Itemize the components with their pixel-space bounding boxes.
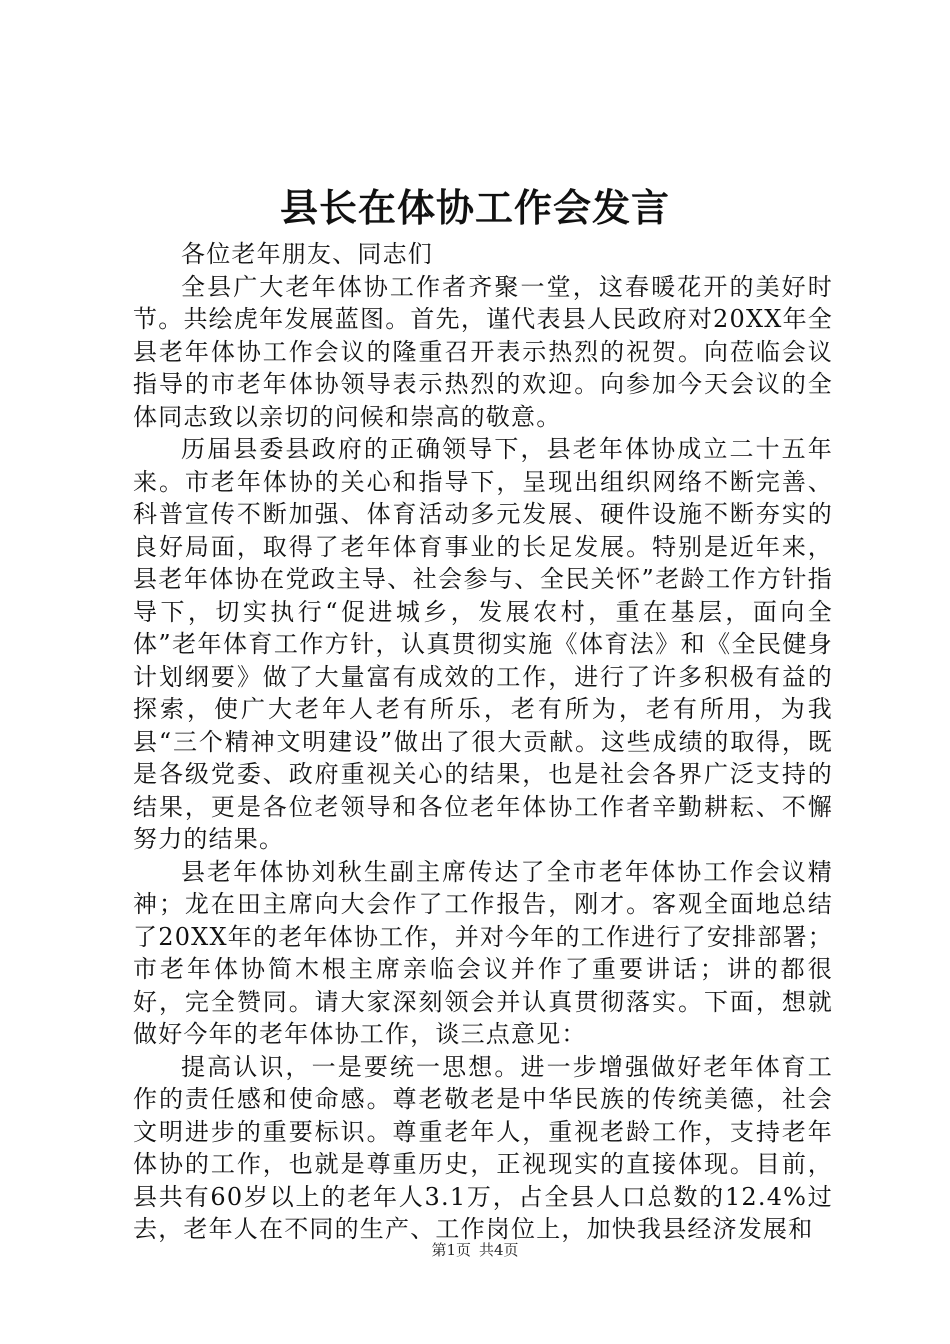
document-body (133, 238, 833, 1246)
document-title: 县长在体协工作会发言 (279, 185, 670, 230)
page-footer (0, 1240, 950, 1260)
body-paragraph: 县老年体协刘秋生副主席传达了全市老年体协工作会议精神；龙在田主席向大会作了工作报告，刚才。客观全面地总结了20XX年的老年体协工作，并对今年的工作进行了安排部署；市老年体协简木根主席亲临会议并作了重要讲话；讲的都很好，完全赞同。请大家深刻领会并认真贯彻落实。下面，想就做好今年的老年体协工作，谈三点意见： (133, 857, 833, 1048)
page-total: 共4页 (479, 1241, 519, 1259)
greeting-paragraph: 各位老年朋友、同志们 (181, 240, 433, 268)
page-number: 第1页 (431, 1241, 471, 1259)
body-paragraph: 提高认识，一是要统一思想。进一步增强做好老年体育工作的责任感和使命感。尊老敬老是中华民族的传统美德，社会文明进步的重要标识。尊重老年人，重视老龄工作，支持老年体协的工作，也就是尊重历史，正视现实的直接体现。目前，县共有60岁以上的老年人3.1万，占全县人口总数的12.4%过去，老年人在不同的生产、工作岗位上，加快我县经济发展和 (133, 1052, 833, 1243)
body-paragraph: 历届县委县政府的正确领导下，县老年体协成立二十五年来。市老年体协的关心和指导下，呈现出组织网络不断完善、科普宣传不断加强、体育活动多元发展、硬件设施不断夯实的良好局面，取得了老年体育事业的长足发展。特别是近年来，县老年体协在党政主导、社会参与、全民关怀”老龄工作方针指导下，切实执行“促进城乡，发展农村，重在基层，面向全体”老年体育工作方针，认真贯彻实施《体育法》和《全民健身计划纲要》做了大量富有成效的工作，进行了许多积极有益的探索，使广大老年人老有所乐，老有所为，老有所用，为我县“三个精神文明建设”做出了很大贡献。这些成绩的取得，既是各级党委、政府重视关心的结果，也是社会各界广泛支持的结果，更是各位老领导和各位老年体协工作者辛勤耕耘、不懈努力的结果。 (133, 435, 833, 853)
body-paragraph: 全县广大老年体协工作者齐聚一堂，这春暖花开的美好时节。共绘虎年发展蓝图。首先，谨代表县人民政府对20XX年全县老年体协工作会议的隆重召开表示热烈的祝贺。向莅临会议指导的市老年体协领导表示热烈的欢迎。向参加今天会议的全体同志致以亲切的问候和崇高的敬意。 (133, 272, 833, 431)
